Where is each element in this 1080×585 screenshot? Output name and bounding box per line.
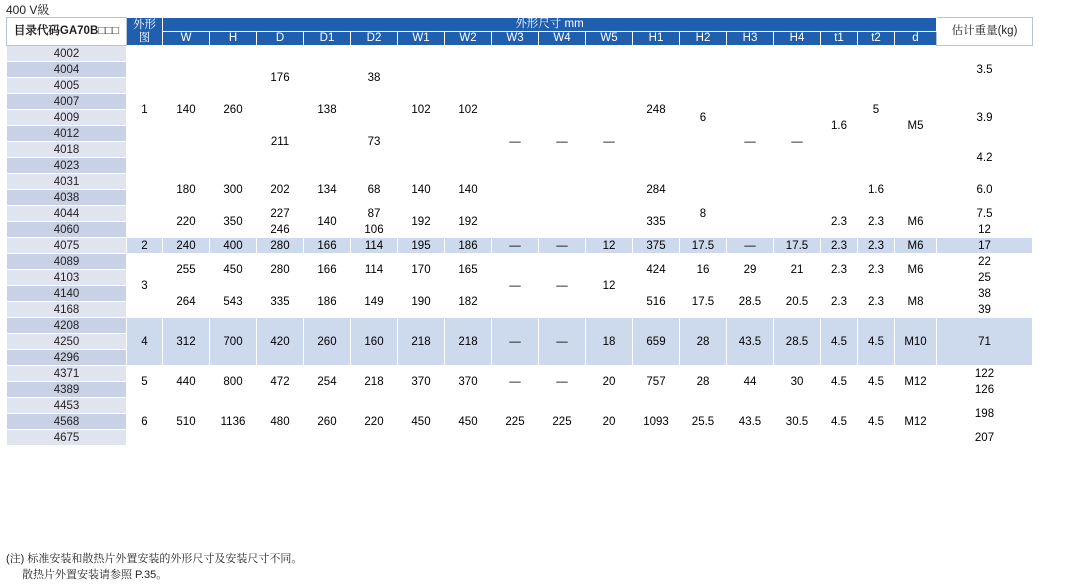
cell-W2: 182	[445, 286, 492, 318]
header-dimensions-group: 外形尺寸 mm	[163, 18, 937, 32]
cell-D1: 260	[304, 398, 351, 446]
cell-t2: 5	[858, 46, 895, 174]
cell-d: M12	[895, 398, 937, 446]
header-code: 目录代码GA70B□□□	[7, 18, 127, 46]
cell-H: 350	[210, 206, 257, 238]
cell-shape	[127, 174, 163, 206]
cell-H4: 30.5	[774, 398, 821, 446]
cell-W1: 192	[398, 206, 445, 238]
cell-H4: 17.5	[774, 238, 821, 254]
row-code: 4018	[7, 142, 127, 158]
row-code: 4060	[7, 222, 127, 238]
cell-H4: 28.5	[774, 318, 821, 366]
cell-W2: 102	[445, 46, 492, 174]
row-code: 4012	[7, 126, 127, 142]
header-shape	[127, 18, 163, 46]
cell-W: 440	[163, 366, 210, 398]
cell-H2: 17.5	[680, 286, 727, 318]
cell-weight: 39	[937, 302, 1033, 318]
header-col-t1: t1	[821, 32, 858, 46]
cell-weight: 4.2	[937, 142, 1033, 174]
table-row	[7, 46, 1033, 62]
cell-t2: 2.3	[858, 254, 895, 286]
row-code: 4089	[7, 254, 127, 270]
table-row	[7, 238, 1033, 254]
voltage-class-label: 400 V級	[6, 3, 50, 17]
cell-t2: 2.3	[858, 286, 895, 318]
header-col-W: W	[163, 32, 210, 46]
cell-W2: 165	[445, 254, 492, 286]
cell-H3: —	[727, 238, 774, 254]
header-col-W4: W4	[539, 32, 586, 46]
row-code: 4371	[7, 366, 127, 382]
cell-W4: 225	[539, 398, 586, 446]
cell-W: 510	[163, 398, 210, 446]
header-col-D2: D2	[351, 32, 398, 46]
cell-H4: 20.5	[774, 286, 821, 318]
cell-H4: 21	[774, 254, 821, 286]
cell-shape: 5	[127, 366, 163, 398]
row-code: 4075	[7, 238, 127, 254]
cell-weight: 3.5	[937, 46, 1033, 94]
cell-t1: 4.5	[821, 318, 858, 366]
header-col-H3: H3	[727, 32, 774, 46]
cell-W4: —	[539, 254, 586, 318]
cell-H1: 659	[633, 318, 680, 366]
cell-D: 335	[257, 286, 304, 318]
cell-t1: 2.3	[821, 286, 858, 318]
cell-t1: 2.3	[821, 254, 858, 286]
row-code: 4044	[7, 206, 127, 222]
cell-W2: 218	[445, 318, 492, 366]
cell-D: 227	[257, 206, 304, 222]
cell-W: 220	[163, 206, 210, 238]
row-code: 4023	[7, 158, 127, 174]
cell-D: 420	[257, 318, 304, 366]
cell-H2: 16	[680, 254, 727, 286]
cell-t2: 4.5	[858, 366, 895, 398]
cell-D: 176	[257, 46, 304, 110]
cell-W3: —	[492, 238, 539, 254]
cell-W1: 218	[398, 318, 445, 366]
cell-D2: 73	[351, 110, 398, 174]
cell-t1: 4.5	[821, 366, 858, 398]
row-code: 4568	[7, 414, 127, 430]
footnote-line-2: 散热片外置安装请参照 P.35。	[22, 568, 168, 581]
cell-H: 260	[210, 46, 257, 174]
header-col-D1: D1	[304, 32, 351, 46]
cell-weight: 22	[937, 254, 1033, 270]
cell-weight: 6.0	[937, 174, 1033, 206]
cell-W5: —	[586, 46, 633, 238]
cell-d: M6	[895, 238, 937, 254]
footnote	[6, 552, 302, 584]
cell-D: 211	[257, 110, 304, 174]
cell-W: 264	[163, 286, 210, 318]
cell-D2: 106	[351, 222, 398, 238]
cell-H: 800	[210, 366, 257, 398]
cell-H2: 28	[680, 366, 727, 398]
row-code: 4389	[7, 382, 127, 398]
cell-W1: 170	[398, 254, 445, 286]
cell-W1: 195	[398, 238, 445, 254]
cell-D1: 166	[304, 254, 351, 286]
cell-D2: 160	[351, 318, 398, 366]
cell-D2: 220	[351, 398, 398, 446]
cell-W4: —	[539, 238, 586, 254]
cell-D: 472	[257, 366, 304, 398]
row-code: 4007	[7, 94, 127, 110]
cell-weight: 207	[937, 430, 1033, 446]
cell-D: 202	[257, 174, 304, 206]
cell-D1: 140	[304, 206, 351, 238]
cell-W5: 18	[586, 318, 633, 366]
cell-D2: 218	[351, 366, 398, 398]
cell-D1: 260	[304, 318, 351, 366]
cell-W3: —	[492, 254, 539, 318]
cell-d: M10	[895, 318, 937, 366]
row-code: 4208	[7, 318, 127, 334]
cell-H1: 335	[633, 206, 680, 238]
cell-D2: 68	[351, 174, 398, 206]
row-code: 4296	[7, 350, 127, 366]
cell-t2: 2.3	[858, 238, 895, 254]
cell-D1: 134	[304, 174, 351, 206]
table-row	[7, 254, 1033, 270]
cell-H1: 516	[633, 286, 680, 318]
cell-weight: 17	[937, 238, 1033, 254]
row-code: 4168	[7, 302, 127, 318]
cell-shape: 6	[127, 398, 163, 446]
cell-H2: 25.5	[680, 398, 727, 446]
cell-weight: 7.5	[937, 206, 1033, 222]
cell-H3: 44	[727, 366, 774, 398]
cell-weight: 25	[937, 270, 1033, 286]
cell-D2: 114	[351, 254, 398, 286]
cell-t2: 2.3	[858, 206, 895, 238]
cell-shape	[127, 206, 163, 238]
cell-weight: 71	[937, 318, 1033, 366]
header-col-W3: W3	[492, 32, 539, 46]
cell-d: M6	[895, 254, 937, 286]
header-col-d: d	[895, 32, 937, 46]
cell-D: 246	[257, 222, 304, 238]
cell-H3: 43.5	[727, 318, 774, 366]
cell-H4: 30	[774, 366, 821, 398]
cell-D2: 38	[351, 46, 398, 110]
cell-W2: 140	[445, 174, 492, 206]
cell-H2: 8	[680, 190, 727, 238]
cell-H: 400	[210, 238, 257, 254]
cell-d: M6	[895, 206, 937, 238]
cell-W: 180	[163, 174, 210, 206]
cell-t1: 2.3	[821, 238, 858, 254]
cell-H: 450	[210, 254, 257, 286]
cell-weight: 198	[937, 398, 1033, 430]
cell-H: 1136	[210, 398, 257, 446]
cell-H3: 43.5	[727, 398, 774, 446]
cell-H1: 375	[633, 238, 680, 254]
cell-W1: 450	[398, 398, 445, 446]
cell-W2: 450	[445, 398, 492, 446]
cell-W1: 102	[398, 46, 445, 174]
cell-W1: 370	[398, 366, 445, 398]
cell-W4: —	[539, 366, 586, 398]
cell-D: 480	[257, 398, 304, 446]
cell-weight: 122	[937, 366, 1033, 382]
cell-shape: 1	[127, 46, 163, 174]
cell-d: M12	[895, 366, 937, 398]
dimensions-table	[6, 17, 1033, 446]
cell-shape: 3	[127, 254, 163, 318]
cell-t2: 1.6	[858, 174, 895, 206]
header-col-t2: t2	[858, 32, 895, 46]
cell-W5: 12	[586, 238, 633, 254]
row-code: 4675	[7, 430, 127, 446]
cell-H1: 1093	[633, 398, 680, 446]
row-code: 4038	[7, 190, 127, 206]
cell-H1: 248	[633, 46, 680, 174]
row-code: 4250	[7, 334, 127, 350]
cell-D2: 114	[351, 238, 398, 254]
cell-weight: 126	[937, 382, 1033, 398]
cell-D1: 186	[304, 286, 351, 318]
row-code: 4031	[7, 174, 127, 190]
cell-W5: 12	[586, 254, 633, 318]
cell-t1: 1.6	[821, 46, 858, 206]
header-col-H2: H2	[680, 32, 727, 46]
cell-W3: 225	[492, 398, 539, 446]
cell-d: M5	[895, 46, 937, 206]
cell-H1: 757	[633, 366, 680, 398]
header-col-D: D	[257, 32, 304, 46]
cell-W3: —	[492, 46, 539, 238]
cell-W4: —	[539, 318, 586, 366]
header-col-H: H	[210, 32, 257, 46]
cell-D2: 87	[351, 206, 398, 222]
table-row	[7, 366, 1033, 382]
table-header-row-1	[7, 18, 1033, 32]
cell-D: 280	[257, 254, 304, 286]
table-row	[7, 398, 1033, 414]
cell-W3: —	[492, 318, 539, 366]
cell-W1: 140	[398, 174, 445, 206]
row-code: 4453	[7, 398, 127, 414]
cell-H: 700	[210, 318, 257, 366]
cell-t2: 4.5	[858, 398, 895, 446]
cell-t1: 2.3	[821, 206, 858, 238]
cell-W5: 20	[586, 398, 633, 446]
cell-W: 255	[163, 254, 210, 286]
row-code: 4004	[7, 62, 127, 78]
header-col-W2: W2	[445, 32, 492, 46]
row-code: 4103	[7, 270, 127, 286]
cell-W3: —	[492, 366, 539, 398]
row-code: 4005	[7, 78, 127, 94]
cell-W2: 370	[445, 366, 492, 398]
cell-H3: 28.5	[727, 286, 774, 318]
cell-weight: 3.9	[937, 94, 1033, 142]
cell-H2: 28	[680, 318, 727, 366]
cell-shape: 2	[127, 238, 163, 254]
cell-D: 280	[257, 238, 304, 254]
cell-D1: 166	[304, 238, 351, 254]
header-col-W5: W5	[586, 32, 633, 46]
cell-W: 140	[163, 46, 210, 174]
cell-H2: 17.5	[680, 238, 727, 254]
cell-W1: 190	[398, 286, 445, 318]
row-code: 4009	[7, 110, 127, 126]
cell-t2: 4.5	[858, 318, 895, 366]
cell-W: 312	[163, 318, 210, 366]
cell-D1: 254	[304, 366, 351, 398]
cell-H3: —	[727, 46, 774, 238]
cell-H: 543	[210, 286, 257, 318]
cell-H1: 284	[633, 174, 680, 206]
cell-weight: 12	[937, 222, 1033, 238]
cell-H2: 6	[680, 46, 727, 190]
cell-D1: 138	[304, 46, 351, 174]
cell-shape: 4	[127, 318, 163, 366]
header-weight: 估计重量(kg)	[937, 18, 1033, 46]
cell-W4: —	[539, 46, 586, 238]
cell-W2: 186	[445, 238, 492, 254]
footnote-line-1: (注) 标准安装和散热片外置安装的外形尺寸及安装尺寸不同。	[6, 553, 303, 565]
table-row	[7, 318, 1033, 334]
row-code: 4140	[7, 286, 127, 302]
header-shape-line2: 图	[138, 31, 151, 44]
header-col-W1: W1	[398, 32, 445, 46]
header-col-H4: H4	[774, 32, 821, 46]
cell-W: 240	[163, 238, 210, 254]
cell-H4: —	[774, 46, 821, 238]
header-col-H1: H1	[633, 32, 680, 46]
cell-H: 300	[210, 174, 257, 206]
row-code: 4002	[7, 46, 127, 62]
cell-H1: 424	[633, 254, 680, 286]
cell-W2: 192	[445, 206, 492, 238]
cell-W5: 20	[586, 366, 633, 398]
cell-H3: 29	[727, 254, 774, 286]
cell-t1: 4.5	[821, 398, 858, 446]
cell-weight: 38	[937, 286, 1033, 302]
cell-d: M8	[895, 286, 937, 318]
cell-D2: 149	[351, 286, 398, 318]
header-shape-line1: 外形	[133, 18, 156, 31]
